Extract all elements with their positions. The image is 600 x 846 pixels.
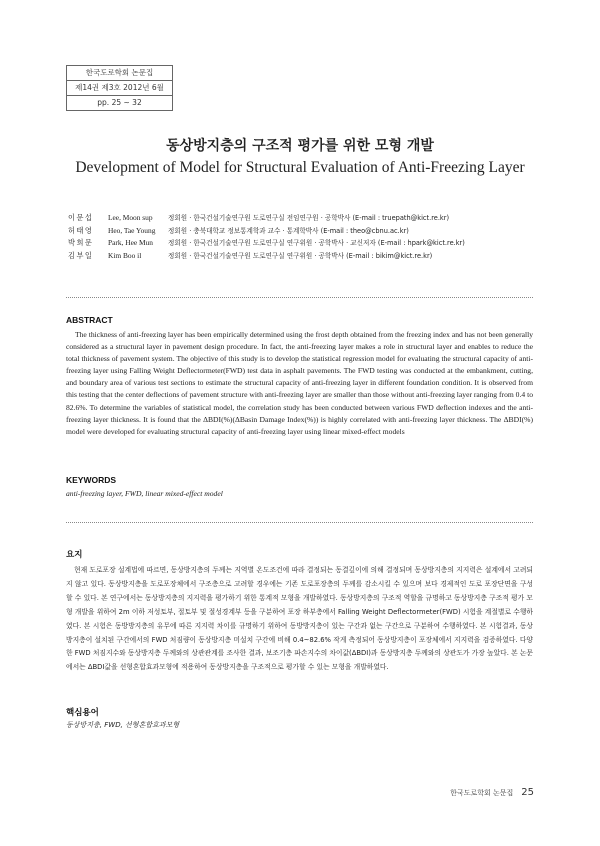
- author-name-en: Kim Boo il: [108, 250, 142, 260]
- author-affiliation: 정회원 · 충북대학교 정보통계학과 교수 · 통계학박사 (E-mail : theo@cbnu.ac.kr): [168, 226, 409, 235]
- author-name-ko: 박희문: [68, 238, 94, 247]
- abstract-body: The thickness of anti-freezing layer has been empirically determined using the frost depth obtained from the freezing index and has not been generally considered as a structural layer in pavement design procedure. In fact, the anti-freezing layer makes a role in structural layer and enables to reduce the total thickness of pavement system. The objective of this study is to develop the statistical regression model for evaluating the structural capacity of anti-freezing layer using Falling Weight Deflectormeter(FWD) test data in asphalt pavements. The FWD testing was conducted at the embankment, cutting, and boundary area of various test sections to estimate the structural capacity of anti-freezing layer in different foundation condition. It is observed from this testing that the center deflections of pavement structure with anti-freezing layer are smaller than those without anti-freezing layer ranging from 0.4 to 82.6%. To determine the variables of statistical model, the correlation study has been conducted between various FWD deflection indexes and the anti-freezing layer thickness. It is found that the ΔBDI(%)(ΔBasin Damage Index(%)) is highly correlated with anti-freezing layer thickness. The ΔBDI(%) model were developed for evaluating structural capacity of anti-freezing layer using linear mixed-effect models: [66, 330, 533, 436]
- author-name-ko: 이문섭: [68, 213, 94, 222]
- author-name-ko: 허태영: [68, 225, 94, 235]
- page-footer: [450, 787, 534, 798]
- author-affiliation: 정회원 · 한국건설기술연구원 도로연구실 연구위원 · 공학박사 · 교신저자 (E-mail : hpark@kict.re.kr): [168, 239, 465, 247]
- publication-info-box: [66, 65, 173, 111]
- author-row: [68, 212, 538, 225]
- keywords-korean: 동상방지층, FWD, 선형혼합효과모형: [66, 721, 180, 729]
- divider: [66, 297, 533, 298]
- title-korean: 동상방지층의 구조적 평가를 위한 모형 개발: [166, 138, 434, 154]
- author-affiliation: 정회원 · 한국건설기술연구원 도로연구실 전임연구원 · 공학박사 (E-mail : truepath@kict.re.kr): [168, 214, 450, 222]
- author-row: [68, 225, 538, 238]
- author-name-en: Heo, Tae Young: [108, 225, 156, 235]
- author-name-ko: 김부일: [68, 250, 94, 260]
- yoji-body: 현재 도로포장 설계법에 따르면, 동상방지층의 두께는 지역별 온도조건에 따라 결정되는 동결깊이에 의해 결정되며 동상방지층의 지지력은 설계에서 고려되지 않고 있다. 동상방지층을 도로포장체에서 구조층으로 고려할 경우에는 기존 도로포장층의 두께를 감소시킬 수 있으며 보다 경제적인 도로 포장단면을 구성할 수 있다. 본 연구에서는 동상방지층의 지지력을 평가하기 위한 통계적 모형을 개발하였다. 동상방지층의 구조적 역할을 규명하고 동상방지층 구조적 평가 모형 개발을 위하여 2m 이하 저성토부, 절토부 및 절성경계부 등을 구분하여 포장 하부층에서 Falling Weight Deflectormeter(FWD) 시험을 계절별로 수행하였다. 본 시험은 동방방지층의 유무에 따른 지지력 차이를 규명하기 위하여 동방방지층이 있는 구간과 없는 구간으로 구분하여 수행하였다. 본 시험결과, 동상방지층이 설치된 구간에서의 FWD 처짐량이 동상방지층 미설치 구간에 비해 0.4~82.6% 작게 측정되어 동상방지층이 포장체에서 지지력을 검증하였다. 다양한 FWD 처짐지수와 동상방지층 두께와의 상관관계를 조사한 결과, 보조기층 파손지수의 차이값(ΔBDI)과 동상방지층 두께와의 상관도가 가장 높았다. 본 논문에서는 ΔBDI값을 선형혼합효과모형에 적용하여 동상방지층을 구조적으로 평가할 수 있는 모형을 개발하였다.: [66, 566, 533, 672]
- title-english: Development of Model for Structural Evaluation of Anti-Freezing Layer: [75, 159, 525, 176]
- volume-issue: 제14권 제3호 2012년 6월: [67, 81, 172, 96]
- yoji-heading: 요지: [66, 550, 83, 560]
- journal-name: 한국도로학회 논문집: [67, 66, 172, 81]
- author-name-en: Lee, Moon sup: [108, 213, 153, 222]
- page-range: pp. 25 ~ 32: [97, 98, 142, 107]
- keywords-english: anti-freezing layer, FWD, linear mixed-effect model: [66, 489, 223, 498]
- author-row: [68, 250, 538, 263]
- divider: [66, 522, 533, 523]
- author-affiliation: 정회원 · 한국건설기술연구원 도로연구실 연구위원 · 공학박사 (E-mail : bikim@kict.re.kr): [168, 251, 433, 260]
- author-list: [68, 212, 538, 262]
- keywords-heading: KEYWORDS: [66, 475, 117, 485]
- korean-keywords-heading: 핵심용어: [66, 708, 99, 718]
- footer-journal: 한국도로학회 논문집: [450, 788, 514, 797]
- abstract-heading: ABSTRACT: [66, 315, 113, 325]
- page-number: 25: [521, 787, 534, 798]
- author-name-en: Park, Hee Mun: [108, 238, 153, 247]
- author-row: [68, 237, 538, 250]
